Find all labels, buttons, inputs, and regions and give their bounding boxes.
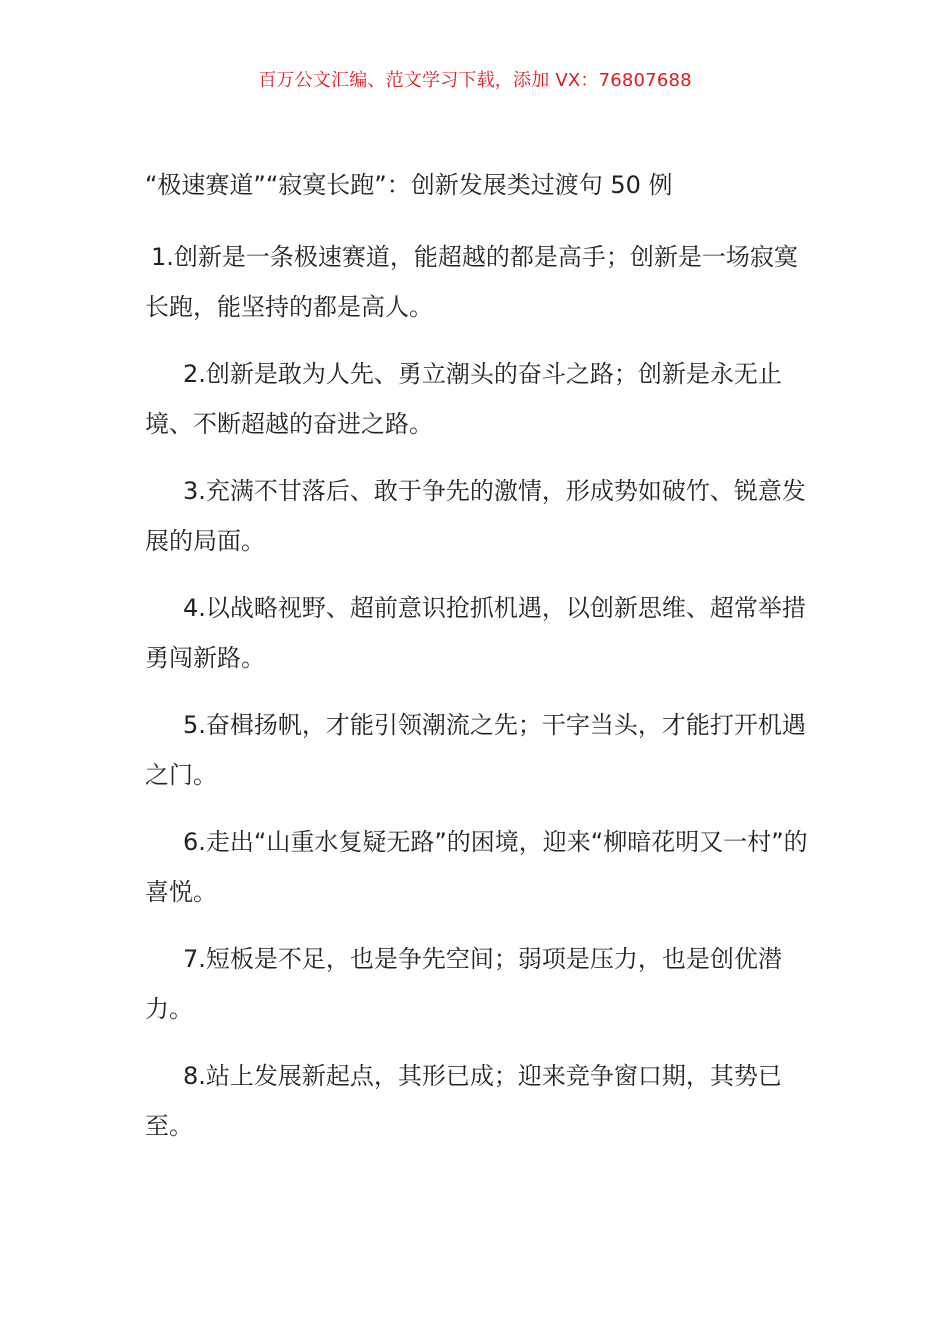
document-title: “极速赛道”“寂寞长跑”：创新发展类过渡句 50 例 [145,171,673,199]
paragraph-3: 3.充满不甘落后、敢于争先的激情，形成势如破竹、锐意发展的局面。 [145,477,806,555]
document-body [145,232,813,1168]
paragraph-5: 5.奋楫扬帆，才能引领潮流之先；干字当头，才能打开机遇之门。 [145,711,806,789]
paragraph-4: 4.以战略视野、超前意识抢抓机遇，以创新思维、超常举措勇闯新路。 [145,594,806,672]
paragraph-2: 2.创新是敢为人先、勇立潮头的奋斗之路；创新是永无止境、不断超越的奋进之路。 [145,360,782,438]
paragraph-8: 8.站上发展新起点，其形已成；迎来竞争窗口期，其势已至。 [145,1062,782,1140]
paragraph-6: 6.走出“山重水复疑无路”的困境，迎来“柳暗花明又一村”的喜悦。 [145,828,808,906]
header-contact-note: 百万公文汇编、范文学习下载，添加 VX：76807688 [258,70,692,91]
paragraph-7: 7.短板是不足，也是争先空间；弱项是压力，也是创优潜力。 [145,945,782,1023]
paragraph-1: 1.创新是一条极速赛道，能超越的都是高手；创新是一场寂寞长跑，能坚持的都是高人。 [145,243,798,321]
